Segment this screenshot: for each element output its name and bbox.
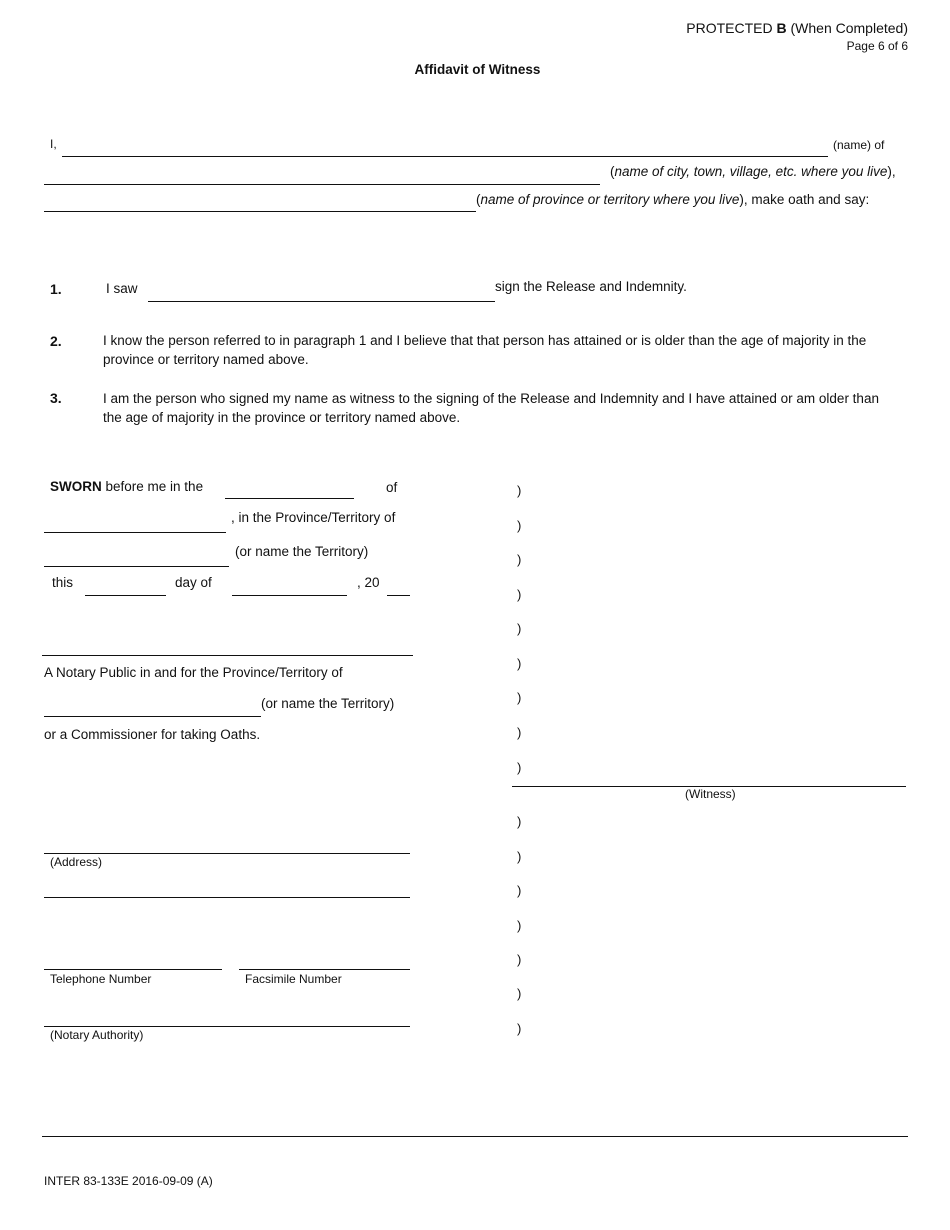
province-of-label: , in the Province/Territory of	[231, 510, 396, 525]
person-name-field[interactable]	[148, 301, 495, 302]
bracket-mark: )	[517, 518, 522, 533]
bracket-mark: )	[517, 986, 522, 1001]
notary-line-1: A Notary Public in and for the Province/Territory of	[44, 665, 343, 680]
bracket-mark: )	[517, 952, 522, 967]
notary-authority-label: (Notary Authority)	[50, 1028, 144, 1042]
witness-label: (Witness)	[685, 787, 736, 801]
notary-authority-field[interactable]	[44, 1026, 410, 1027]
bracket-mark: )	[517, 552, 522, 567]
telephone-field[interactable]	[44, 969, 222, 970]
place-field[interactable]	[225, 498, 354, 499]
bracket-mark: )	[517, 656, 522, 671]
commissioner-label: or a Commissioner for taking Oaths.	[44, 727, 261, 742]
paragraph-1-tail: sign the Release and Indemnity.	[495, 279, 687, 294]
year-prefix-label: , 20	[357, 575, 380, 590]
footer-divider	[42, 1136, 908, 1137]
page-number: Page 6 of 6	[846, 39, 908, 53]
protected-label: PROTECTED B (When Completed)	[686, 20, 908, 36]
bracket-mark: )	[517, 690, 522, 705]
bracket-mark: )	[517, 814, 522, 829]
province-label: (name of province or territory where you live), make oath and say:	[476, 192, 870, 207]
form-code: INTER 83-133E 2016-09-09 (A)	[44, 1174, 213, 1188]
sworn-line: SWORN before me in the	[50, 479, 204, 494]
facsimile-label: Facsimile Number	[245, 972, 342, 986]
address-field-2[interactable]	[44, 897, 410, 898]
address-label: (Address)	[50, 855, 103, 869]
bracket-mark: )	[517, 483, 522, 498]
this-label: this	[52, 575, 74, 590]
day-of-label: day of	[175, 575, 212, 590]
bracket-mark: )	[517, 760, 522, 775]
bracket-mark: )	[517, 587, 522, 602]
city-field[interactable]	[44, 184, 600, 185]
paragraph-2-number: 2.	[50, 333, 62, 349]
bracket-mark: )	[517, 1021, 522, 1036]
paragraph-2-text: I know the person referred to in paragraph 1 and I believe that that person has attained or is older than the age of majority in the province or territory named above.	[103, 333, 867, 367]
facsimile-field[interactable]	[239, 969, 410, 970]
province-field[interactable]	[44, 211, 476, 212]
notary-or-name-territory: (or name the Territory)	[261, 696, 395, 711]
paragraph-3-number: 3.	[50, 390, 62, 406]
paragraph-1-lead: I saw	[106, 281, 138, 296]
bracket-mark: )	[517, 621, 522, 636]
bracket-mark: )	[517, 883, 522, 898]
name-of-label: (name) of	[833, 138, 885, 152]
bracket-mark: )	[517, 918, 522, 933]
territory-field[interactable]	[44, 566, 229, 567]
name-field[interactable]	[62, 156, 828, 157]
notary-territory-field[interactable]	[44, 716, 261, 717]
of-label: of	[386, 480, 398, 495]
bracket-mark: )	[517, 725, 522, 740]
year-field[interactable]	[387, 595, 410, 596]
i-label: I,	[50, 137, 57, 151]
paragraph-1-number: 1.	[50, 281, 62, 297]
place-name-field[interactable]	[44, 532, 226, 533]
page-title: Affidavit of Witness	[414, 62, 541, 77]
bracket-mark: )	[517, 849, 522, 864]
day-field[interactable]	[85, 595, 166, 596]
city-label: (name of city, town, village, etc. where you live),	[610, 164, 896, 179]
telephone-label: Telephone Number	[50, 972, 152, 986]
or-name-territory-label: (or name the Territory)	[235, 544, 369, 559]
notary-signature-field[interactable]	[42, 655, 413, 656]
month-field[interactable]	[232, 595, 347, 596]
paragraph-3-text: I am the person who signed my name as witness to the signing of the Release and Indemnity and I have attained or am older than the age of majority in the province or territory named above.	[103, 391, 879, 425]
address-field[interactable]	[44, 853, 410, 854]
